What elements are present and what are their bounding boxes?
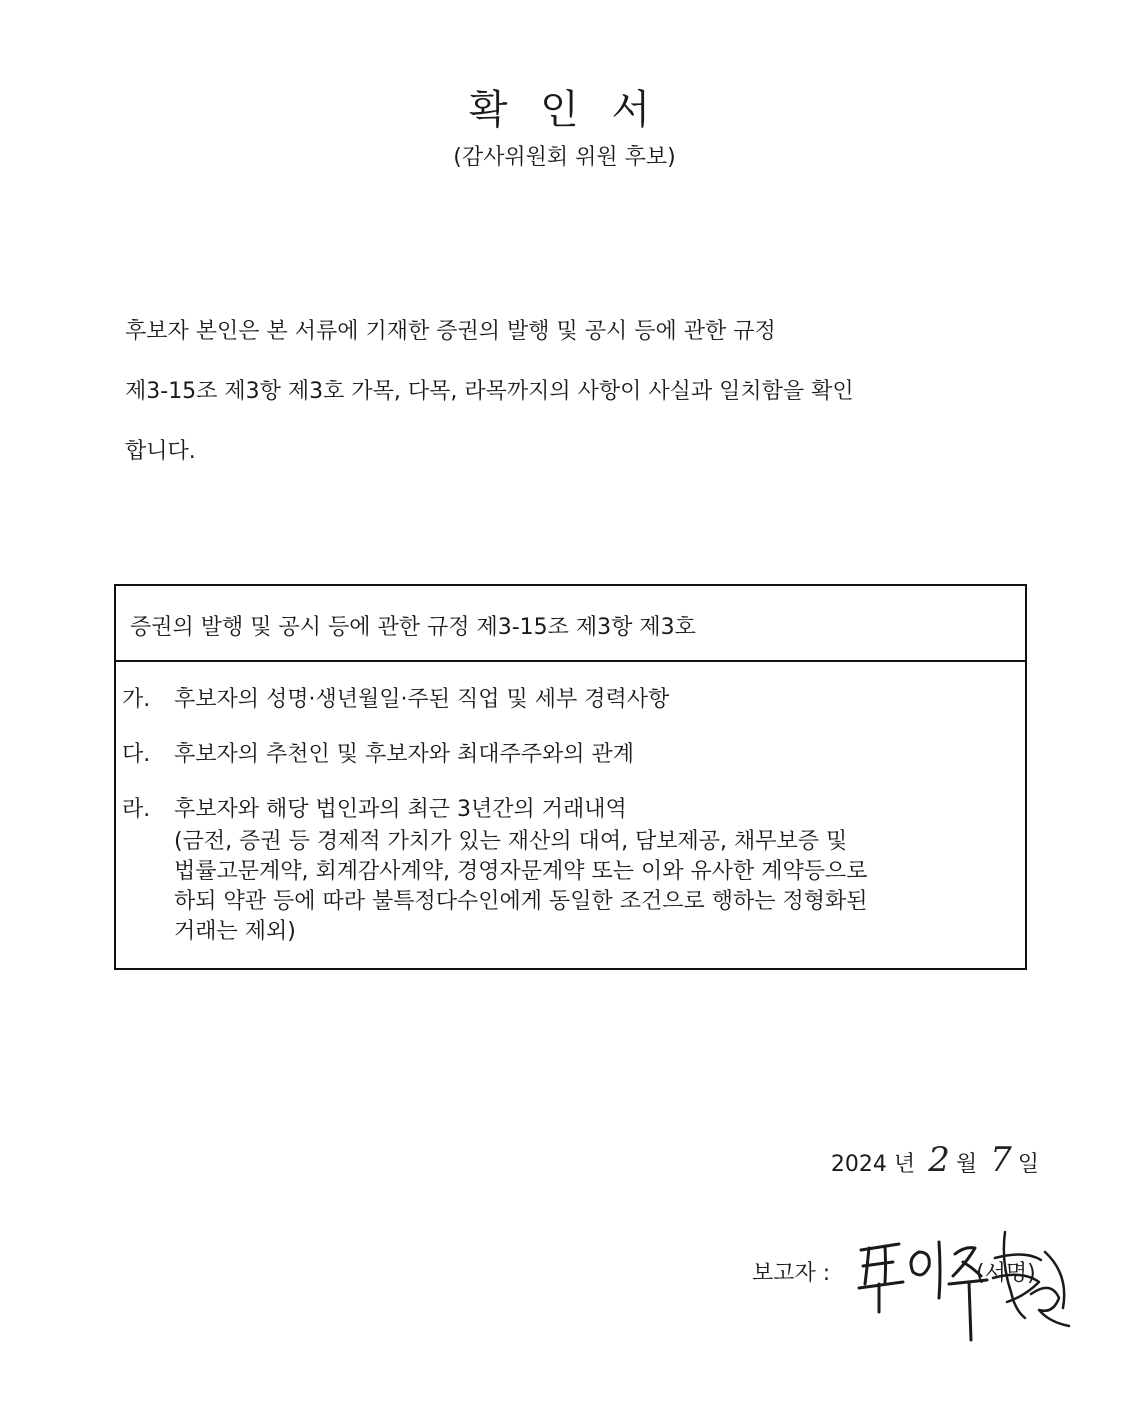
date-month-handwritten: 2: [928, 1140, 950, 1180]
confirmation-statement: [125, 302, 985, 482]
item-detail-line: (금전, 증권 등 경제적 가치가 있는 재산의 대여, 담보제공, 채무보증 및: [174, 829, 848, 854]
item-text: 후보자와 해당 법인과의 최근 3년간의 거래내역: [174, 797, 627, 822]
item-detail-line: 법률고문계약, 회계감사계약, 경영자문계약 또는 이와 유사한 계약등으로: [174, 859, 868, 884]
handwritten-signature: [855, 1222, 1080, 1342]
date-day-suffix: 일: [1017, 1152, 1039, 1177]
date-line: [831, 1140, 1039, 1180]
document-subtitle: (감사위원회 위원 후보): [453, 145, 676, 170]
regulation-box: [114, 584, 1027, 970]
item-detail: [174, 827, 1025, 947]
item-text: 후보자의 성명·생년월일·주된 직업 및 세부 경력사항: [174, 687, 670, 712]
sign-label: (서명): [976, 1261, 1036, 1286]
date-year-suffix: 년: [893, 1152, 916, 1177]
item-detail-line: 거래는 제외): [174, 919, 296, 944]
item-detail-line: 하되 약관 등에 따라 불특정다수인에게 동일한 조건으로 행하는 정형화된: [174, 889, 868, 914]
statement-line: 후보자 본인은 본 서류에 기재한 증권의 발행 및 공시 등에 관한 규정: [125, 319, 776, 344]
item-marker: 라.: [122, 797, 151, 822]
item-marker: 다.: [122, 742, 151, 767]
date-month-suffix: 월: [955, 1152, 978, 1177]
date-day-handwritten: 7: [990, 1140, 1012, 1180]
date-year: 2024: [830, 1152, 887, 1177]
statement-line: 합니다.: [125, 439, 196, 464]
regulation-box-header: 증권의 발행 및 공시 등에 관한 규정 제3-15조 제3항 제3호: [116, 586, 1025, 662]
item-text: 후보자의 추천인 및 후보자와 최대주주와의 관계: [174, 742, 635, 767]
regulation-item: [116, 792, 1025, 947]
statement-line: 제3-15조 제3항 제3호 가목, 다목, 라목까지의 사항이 사실과 일치함을 확인: [125, 379, 854, 404]
item-marker: 가.: [122, 687, 151, 712]
reporter-line: [752, 1256, 830, 1287]
document-title: 확 인 서: [468, 87, 661, 133]
regulation-item: [116, 737, 1025, 768]
reporter-label: 보고자 :: [752, 1261, 831, 1286]
regulation-item-list: [116, 662, 1025, 947]
regulation-item: [116, 682, 1025, 713]
